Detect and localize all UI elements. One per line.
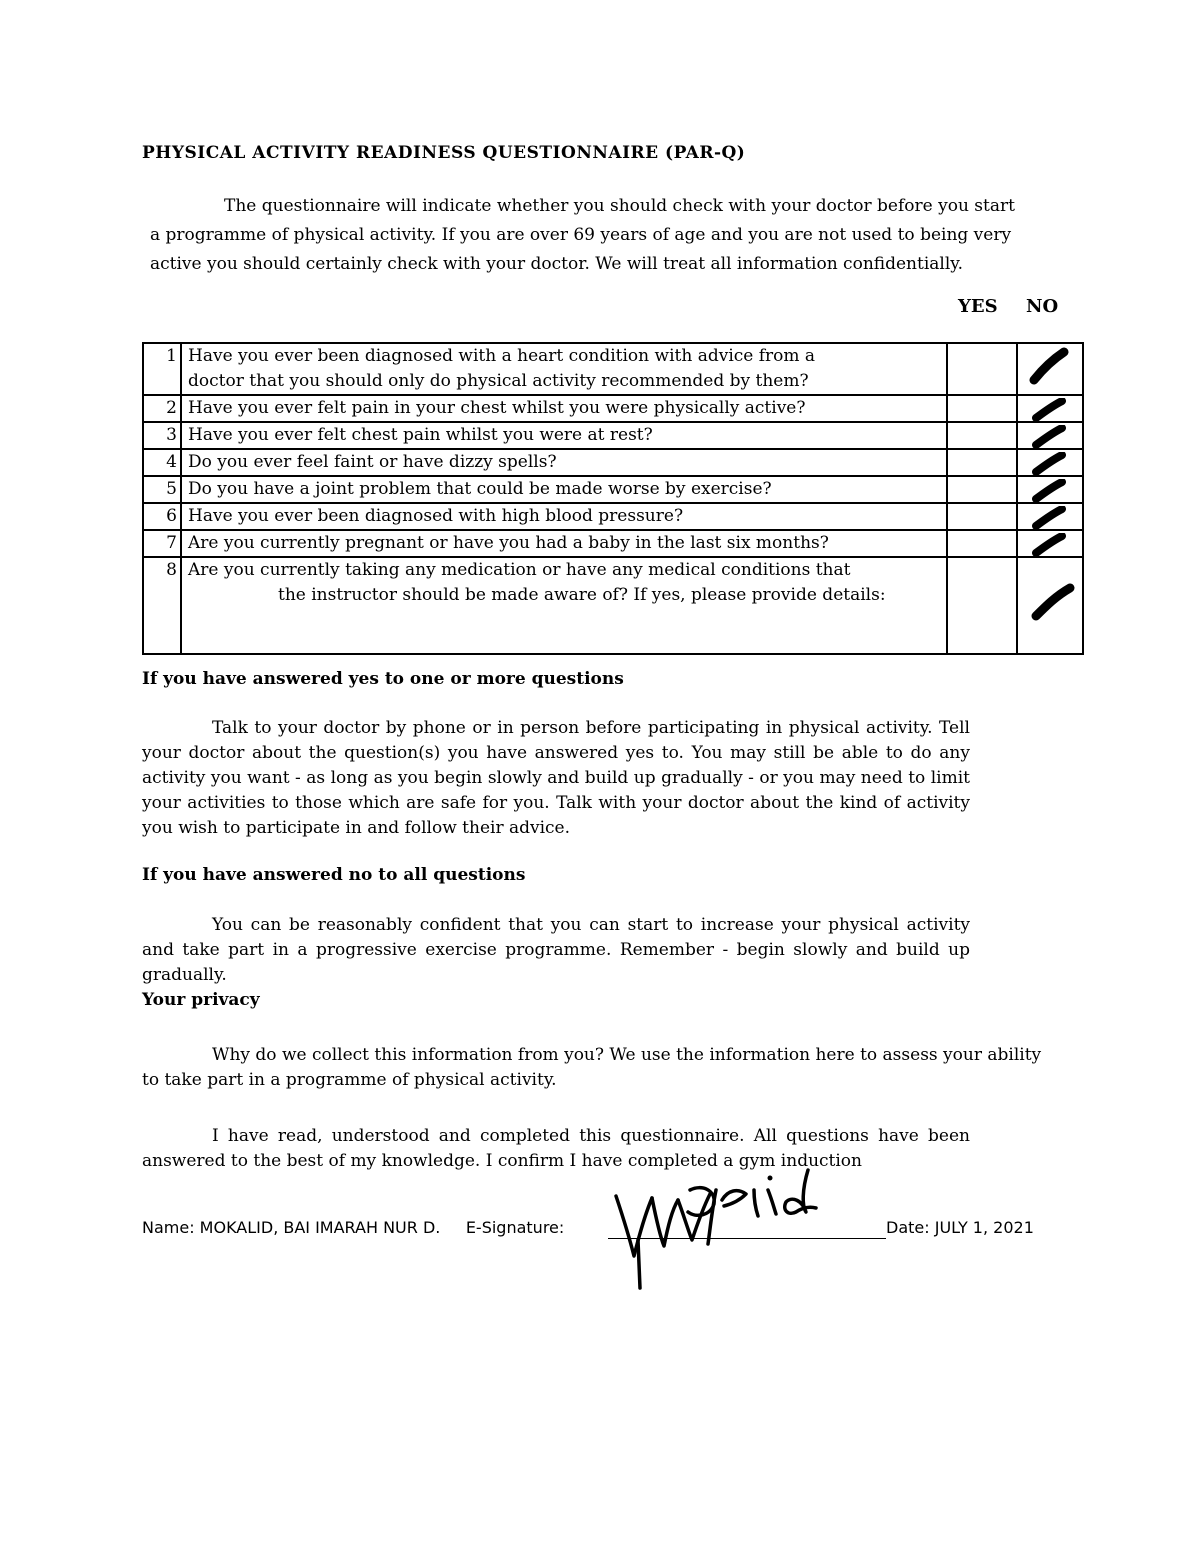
question-number: 5 [143,476,181,503]
table-row [143,422,1083,449]
check-mark-icon [1028,580,1078,624]
yes-answer-cell[interactable] [947,343,1017,395]
yes-answer-cell[interactable] [947,422,1017,449]
section-heading-no: If you have answered no to all questions [142,865,526,885]
no-answer-cell[interactable] [1017,503,1083,530]
check-mark-icon [1028,506,1072,530]
section-body-yes [142,716,970,841]
yes-column-header: YES [958,296,998,317]
no-answer-cell[interactable] [1017,422,1083,449]
question-line: Have you ever been diagnosed with a heart condition with advice from a [188,346,816,366]
yes-answer-cell[interactable] [947,503,1017,530]
table-row [143,530,1083,557]
question-text: Do you ever feel faint or have dizzy spells? [181,449,947,476]
declaration-text: I have read, understood and completed this questionnaire. All questions have been answered to the best of my knowledge. I confirm I have completed a gym induction [142,1126,970,1171]
question-number: 3 [143,422,181,449]
section-heading-privacy: Your privacy [142,990,260,1010]
handwritten-signature [612,1160,832,1300]
table-row [143,503,1083,530]
name-label: Name: MOKALID, BAI IMARAH NUR D. [142,1218,441,1237]
question-number: 7 [143,530,181,557]
question-text: Have you ever felt chest pain whilst you were at rest? [181,422,947,449]
no-answer-cell[interactable] [1017,343,1083,395]
no-column-header: NO [1026,296,1059,317]
section-heading-yes: If you have answered yes to one or more questions [142,669,624,689]
yes-answer-cell[interactable] [947,476,1017,503]
question-text: Do you have a joint problem that could be made worse by exercise? [181,476,947,503]
table-row [143,557,1083,654]
no-answer-cell[interactable] [1017,476,1083,503]
question-number: 8 [143,557,181,654]
no-answer-cell[interactable] [1017,530,1083,557]
yes-answer-cell[interactable] [947,557,1017,654]
question-number: 6 [143,503,181,530]
no-answer-cell[interactable] [1017,557,1083,654]
question-number: 2 [143,395,181,422]
intro-text: The questionnaire will indicate whether you should check with your doctor before you start a programme of physical activity. If you are over 69 years of age and you are not used to being very active you should certainly check with your doctor. We will treat all information confidentially. [150,196,1015,274]
no-answer-cell[interactable] [1017,449,1083,476]
yes-answer-cell[interactable] [947,395,1017,422]
section-text: You can be reasonably confident that you can start to increase your physical activity and take part in a progressive exercise programme. Remember - begin slowly and build up gradually. [142,915,970,985]
question-number: 4 [143,449,181,476]
question-text [181,557,947,654]
table-row [143,343,1083,395]
question-line: the instructor should be made aware of? If yes, please provide details: [278,585,886,605]
check-mark-icon [1028,346,1072,386]
question-text: Are you currently pregnant or have you had a baby in the last six months? [181,530,947,557]
check-mark-icon [1028,425,1072,449]
question-text: Have you ever been diagnosed with high blood pressure? [181,503,947,530]
table-row [143,476,1083,503]
section-body-privacy [142,1043,1052,1093]
question-text: Have you ever felt pain in your chest whilst you were physically active? [181,395,947,422]
declaration-paragraph [142,1124,970,1174]
date-label: Date: JULY 1, 2021 [886,1218,1034,1237]
check-mark-icon [1028,479,1072,503]
question-line: Are you currently taking any medication or have any medical conditions that [188,560,851,580]
check-mark-icon [1028,533,1072,557]
signature-line [142,1218,564,1237]
page-title: PHYSICAL ACTIVITY READINESS QUESTIONNAIRE (PAR-Q) [142,143,746,163]
yes-answer-cell[interactable] [947,449,1017,476]
question-number: 1 [143,343,181,395]
yes-answer-cell[interactable] [947,530,1017,557]
section-body-no [142,913,970,988]
check-mark-icon [1028,452,1072,476]
question-line: doctor that you should only do physical activity recommended by them? [188,371,809,391]
section-text: Talk to your doctor by phone or in person before participating in physical activity. Tell your doctor about the question(s) you have answered yes to. You may still be able to do any activity you want - as long as you begin slowly and build up gradually - or you may need to limit your activities to those which are safe for you. Talk with your doctor about the kind of activity you wish to participate in and follow their advice. [142,718,970,838]
no-answer-cell[interactable] [1017,395,1083,422]
table-row [143,395,1083,422]
questionnaire-table [142,342,1084,655]
table-row [143,449,1083,476]
question-text [181,343,947,395]
esignature-label: E-Signature: [465,1218,565,1237]
check-mark-icon [1028,398,1072,422]
section-text: Why do we collect this information from you? We use the information here to assess your ability to take part in a programme of physical activity. [142,1045,1042,1090]
intro-paragraph [150,192,1030,279]
